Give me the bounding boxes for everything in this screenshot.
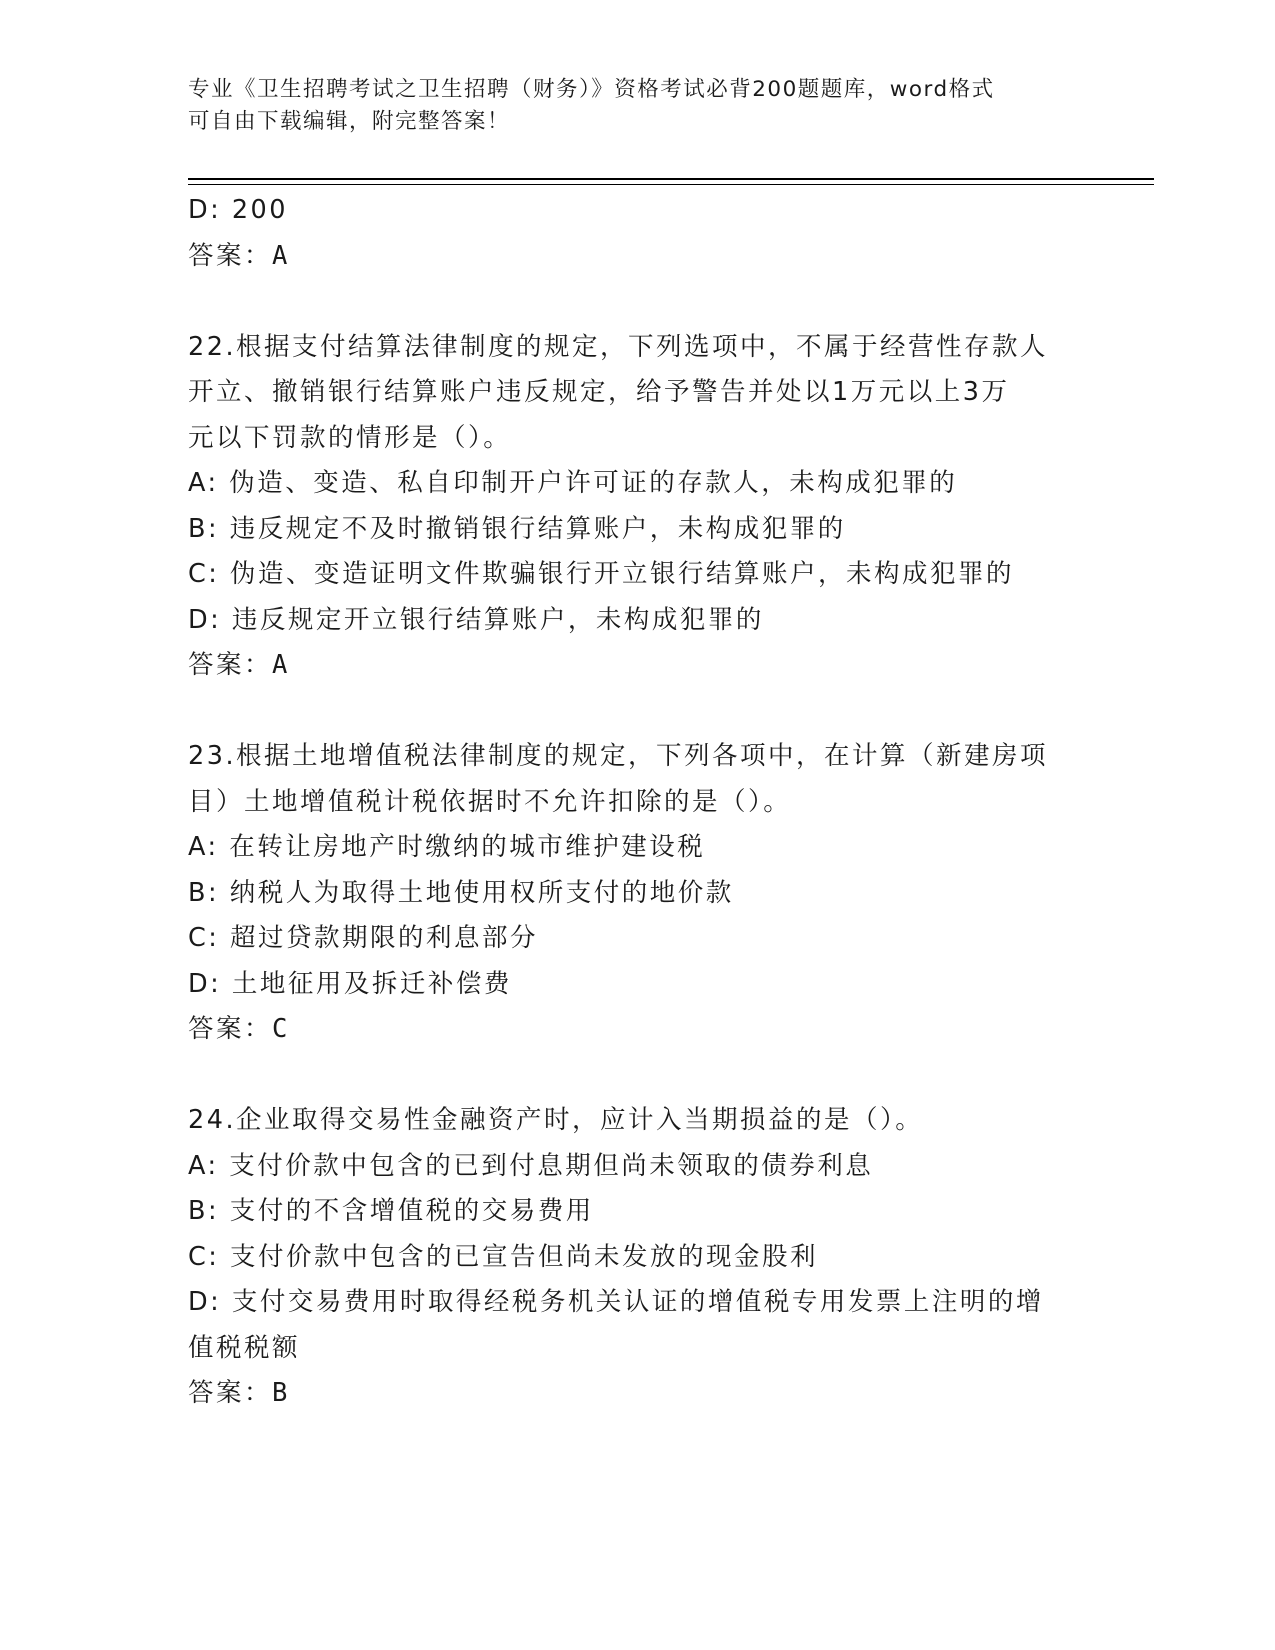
spacer bbox=[188, 1053, 1088, 1099]
question-24-option-b: B: 支付的不含增值税的交易费用 bbox=[188, 1196, 594, 1226]
question-23-option-d: D: 土地征用及拆迁补偿费 bbox=[188, 968, 512, 999]
question-24-option-d: D: 支付交易费用时取得经税务机关认证的增值税专用发票上注明的增 bbox=[188, 1287, 1044, 1317]
page-header bbox=[188, 74, 1068, 138]
question-24-option-d-continued: 值税税额 bbox=[188, 1332, 301, 1363]
question-24-answer: 答案：B bbox=[188, 1378, 290, 1408]
question-23-stem-line-1: 23.根据土地增值税法律制度的规定，下列各项中，在计算（新建房项 bbox=[188, 741, 1049, 771]
header-divider-thin bbox=[188, 184, 1154, 185]
question-23-stem-line-2: 目）土地增值税计税依据时不允许扣除的是（）。 bbox=[188, 786, 792, 817]
header-divider-thick bbox=[188, 178, 1154, 180]
question-content bbox=[188, 188, 1088, 1417]
question-23-answer: 答案：C bbox=[188, 1014, 290, 1044]
question-23-option-c: C: 超过贷款期限的利息部分 bbox=[188, 923, 539, 953]
question-22-answer: 答案：A bbox=[188, 650, 290, 680]
spacer bbox=[188, 689, 1088, 735]
question-24-option-c: C: 支付价款中包含的已宣告但尚未发放的现金股利 bbox=[188, 1241, 819, 1272]
question-22-option-b: B: 违反规定不及时撤销银行结算账户，未构成犯罪的 bbox=[188, 513, 846, 544]
question-23 bbox=[188, 734, 1088, 1053]
answer-previous: 答案：A bbox=[188, 240, 290, 271]
question-22-option-a: A: 伪造、变造、私自印制开户许可证的存款人，未构成犯罪的 bbox=[188, 468, 958, 498]
question-24 bbox=[188, 1098, 1088, 1417]
header-line-1: 专业《卫生招聘考试之卫生招聘（财务）》资格考试必背200题题库，word格式 bbox=[188, 77, 995, 102]
question-22-stem-line-1: 22.根据支付结算法律制度的规定，下列选项中，不属于经营性存款人 bbox=[188, 331, 1049, 362]
question-23-option-a: A: 在转让房地产时缴纳的城市维护建设税 bbox=[188, 832, 706, 862]
question-22-stem-line-3: 元以下罚款的情形是（）。 bbox=[188, 422, 512, 453]
question-22-stem-line-2: 开立、撤销银行结算账户违反规定，给予警告并处以1万元以上3万 bbox=[188, 377, 1010, 407]
option-d-previous: D: 200 bbox=[188, 195, 289, 225]
question-22-option-d: D: 违反规定开立银行结算账户，未构成犯罪的 bbox=[188, 604, 764, 635]
question-24-option-a: A: 支付价款中包含的已到付息期但尚未领取的债券利息 bbox=[188, 1150, 874, 1181]
spacer bbox=[188, 279, 1088, 325]
question-23-option-b: B: 纳税人为取得土地使用权所支付的地价款 bbox=[188, 877, 734, 908]
question-22-option-c: C: 伪造、变造证明文件欺骗银行开立银行结算账户，未构成犯罪的 bbox=[188, 559, 1015, 589]
header-line-2: 可自由下载编辑，附完整答案！ bbox=[188, 109, 511, 134]
question-22 bbox=[188, 325, 1088, 689]
question-24-stem-line-1: 24.企业取得交易性金融资产时，应计入当期损益的是（）。 bbox=[188, 1105, 924, 1135]
